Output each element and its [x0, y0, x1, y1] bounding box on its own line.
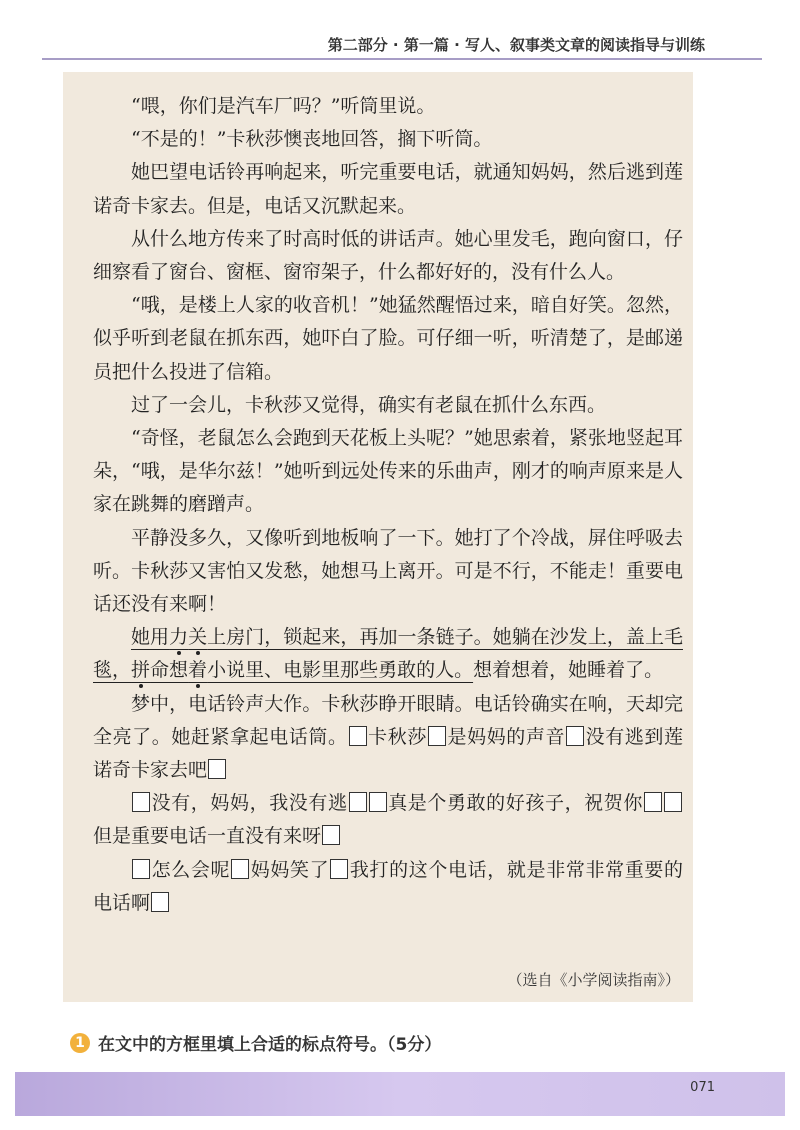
question-1 — [70, 1030, 441, 1055]
passage-text — [93, 90, 683, 920]
paragraph-10: 梦中，电话铃声大作。卡秋莎睁开眼睛。电话铃确实在响，天却完全亮了。她赶紧拿起电话筒。 卡秋莎 是妈妈的声音 没有逃到莲诺奇卡家去吧 — [93, 692, 683, 782]
question-text: 在文中的方框里填上合适的标点符号。（5分） — [98, 1035, 442, 1055]
punctuation-blank-box[interactable] — [566, 726, 584, 746]
footer-band — [15, 1072, 785, 1116]
punctuation-blank-box[interactable] — [349, 792, 367, 812]
page-number: 071 — [690, 1080, 715, 1095]
punctuation-blank-box[interactable] — [151, 892, 169, 912]
paragraph-3: 她巴望电话铃再响起来，听完重要电话，就通知妈妈，然后逃到莲诺奇卡家去。但是，电话又沉默起来。 — [93, 161, 683, 217]
source-citation: （选自《小学阅读指南》） — [507, 971, 680, 989]
paragraph-8: 平静没多久，又像听到地板响了一下。她打了个冷战，屏住呼吸去听。卡秋莎又害怕又发愁，她想马上离开。可是不行，不能走！重要电话还没有来啊！ — [93, 526, 683, 616]
emphasis-dot-char: 拼 — [131, 659, 151, 682]
punctuation-blank-box[interactable] — [664, 792, 682, 812]
paragraph-5: “哦，是楼上人家的收音机！”她猛然醒悟过来，暗自好笑。忽然，似乎听到老鼠在抓东西，她吓白了脸。可仔细一听，听清楚了，是邮递员把什么投进了信箱。 — [93, 294, 683, 383]
punctuation-blank-box[interactable] — [349, 726, 367, 746]
paragraph-4: 从什么地方传来了时高时低的讲话声。她心里发毛，跑向窗口，仔细察看了窗台、窗框、窗帘架子，什么都好好的，没有什么人。 — [93, 227, 683, 284]
emphasis-dot-char: 力 — [169, 626, 189, 649]
punctuation-blank-box[interactable] — [322, 825, 340, 845]
punctuation-blank-box[interactable] — [330, 859, 348, 879]
punctuation-blank-box[interactable] — [132, 859, 150, 879]
punctuation-blank-box[interactable] — [208, 759, 226, 779]
emphasis-dot-char: 着 — [188, 659, 208, 682]
underlined-sentence: 她用力关上房门，锁起来，再加一条链子。她躺在沙发上，盖上毛毯，拼命想着小说里、电影里那些勇敢的人。 — [93, 626, 683, 682]
punctuation-blank-box[interactable] — [132, 792, 150, 812]
paragraph-11: 没有，妈妈，我没有逃 真是个勇敢的好孩子，祝贺你但是重要电话一直没有来呀 — [93, 787, 683, 853]
paragraph-6: 过了一会儿，卡秋莎又觉得，确实有老鼠在抓什么东西。 — [131, 393, 607, 416]
paragraph-2: “不是的！”卡秋莎懊丧地回答，搁下听筒。 — [131, 128, 493, 151]
punctuation-blank-box[interactable] — [644, 792, 662, 812]
punctuation-blank-box[interactable] — [428, 726, 446, 746]
paragraph-9: 她用力关上房门，锁起来，再加一条链子。她躺在沙发上，盖上毛毯，拼命想着小说里、电影里那些勇敢的人。想着想着，她睡着了。 — [93, 626, 683, 682]
header-rule — [42, 58, 762, 60]
paragraph-7: “奇怪，老鼠怎么会跑到天花板上头呢？”她思索着，紧张地竖起耳朵，“哦，是华尔兹！”她听到远处传来的乐曲声，刚才的响声原来是人家在跳舞的磨蹭声。 — [93, 427, 683, 516]
emphasis-dot-char: 关 — [188, 626, 208, 649]
question-number-badge: 1 — [70, 1033, 90, 1053]
punctuation-blank-box[interactable] — [369, 792, 387, 812]
paragraph-12: 怎么会呢 妈妈笑了 我打的这个电话，就是非常非常重要的电话啊 — [93, 858, 683, 914]
header-title: 第二部分 · 第一篇 · 写人、叙事类文章的阅读指导与训练 — [327, 36, 705, 54]
paragraph-1: “喂，你们是汽车厂吗？”听筒里说。 — [131, 95, 436, 117]
punctuation-blank-box[interactable] — [231, 859, 249, 879]
